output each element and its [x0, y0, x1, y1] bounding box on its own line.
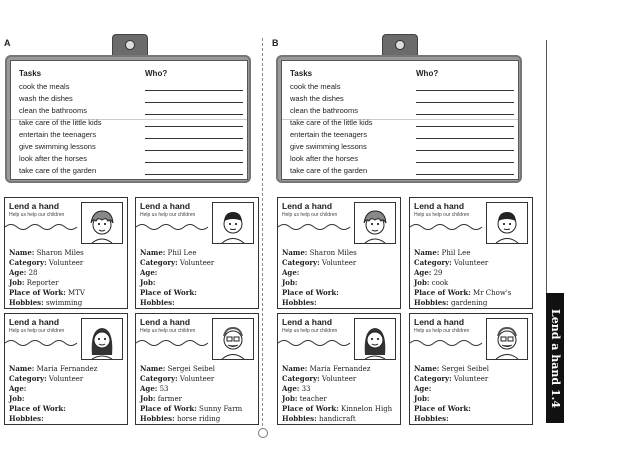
- field-label: Age:: [282, 268, 300, 277]
- portrait-icon: [212, 318, 254, 360]
- field-value: 33: [299, 385, 311, 393]
- field-label: Name:: [282, 364, 308, 373]
- field-job: [9, 278, 85, 288]
- field-name: [282, 364, 392, 374]
- wave-divider: [278, 338, 354, 348]
- card-fields: [140, 248, 214, 308]
- answer-line[interactable]: [145, 162, 243, 163]
- field-name: [9, 248, 85, 258]
- wave-divider: [5, 222, 81, 232]
- answer-line[interactable]: [416, 150, 514, 151]
- field-hobbies: [9, 414, 97, 424]
- task-item: clean the bathrooms: [19, 106, 87, 115]
- portrait-icon: [354, 318, 396, 360]
- field-place: [140, 288, 214, 298]
- field-value: Sharon Miles: [307, 249, 357, 257]
- task-item: clean the bathrooms: [290, 106, 358, 115]
- wave-divider: [136, 222, 212, 232]
- field-label: Age:: [9, 268, 27, 277]
- scissors-icon: [258, 428, 268, 438]
- field-label: Age:: [140, 268, 158, 277]
- field-value: gardening: [448, 299, 488, 307]
- field-value: MTV: [65, 289, 85, 297]
- field-value: Volunteer: [177, 375, 215, 383]
- task-item: give swimming lessons: [290, 142, 367, 151]
- field-value: cook: [429, 279, 449, 287]
- card-subtitle: Help us help our children: [414, 328, 470, 334]
- field-label: Job:: [9, 394, 25, 403]
- field-value: Reporter: [24, 279, 59, 287]
- card-subtitle: Help us help our children: [9, 328, 65, 334]
- field-label: Place of Work:: [414, 404, 471, 413]
- field-label: Hobbies:: [282, 414, 317, 423]
- field-label: Age:: [414, 268, 432, 277]
- answer-line[interactable]: [145, 150, 243, 151]
- field-label: Age:: [282, 384, 300, 393]
- field-value: 29: [431, 269, 443, 277]
- card-title: Lend a hand: [414, 201, 465, 211]
- field-label: Job:: [140, 394, 156, 403]
- answer-line[interactable]: [145, 174, 243, 175]
- task-item: take care of the little kids: [19, 118, 102, 127]
- profile-card: [277, 313, 401, 425]
- field-hobbies: [282, 298, 357, 308]
- field-job: [414, 394, 489, 404]
- field-value: Volunteer: [451, 375, 489, 383]
- field-value: Sunny Farm: [196, 405, 243, 413]
- field-label: Place of Work:: [140, 288, 197, 297]
- field-label: Name:: [282, 248, 308, 257]
- field-value: Volunteer: [46, 375, 84, 383]
- portrait-icon: [354, 202, 396, 244]
- field-job: [282, 394, 392, 404]
- task-sheet-a: [10, 60, 248, 180]
- field-label: Place of Work:: [9, 288, 66, 297]
- answer-line[interactable]: [416, 90, 514, 91]
- field-value: handicraft: [316, 415, 356, 423]
- field-value: Sharon Miles: [34, 249, 84, 257]
- field-value: 28: [26, 269, 38, 277]
- portrait-icon: [81, 202, 123, 244]
- field-place: [414, 288, 511, 298]
- card-subtitle: Help us help our children: [414, 212, 470, 218]
- field-job: [140, 394, 242, 404]
- task-item: entertain the teenagers: [19, 130, 97, 139]
- task-sheet-b: [281, 60, 519, 180]
- field-value: swimming: [43, 299, 83, 307]
- answer-line[interactable]: [145, 138, 243, 139]
- who-header: Who?: [416, 69, 439, 78]
- field-age: [140, 268, 214, 278]
- card-title: Lend a hand: [282, 317, 333, 327]
- answer-line[interactable]: [145, 102, 243, 103]
- profile-card: [4, 197, 128, 309]
- answer-line[interactable]: [416, 174, 514, 175]
- field-value: Phil Lee: [439, 249, 471, 257]
- field-label: Job:: [282, 394, 298, 403]
- field-label: Hobbies:: [414, 414, 449, 423]
- field-label: Job:: [140, 278, 156, 287]
- field-value: Volunteer: [451, 259, 489, 267]
- field-value: farmer: [155, 395, 182, 403]
- field-hobbies: [140, 414, 242, 424]
- field-place: [414, 404, 489, 414]
- section-label-b: B: [272, 38, 279, 48]
- field-label: Hobbies:: [140, 298, 175, 307]
- card-subtitle: Help us help our children: [9, 212, 65, 218]
- field-value: Sergei Seibel: [165, 365, 216, 373]
- answer-line[interactable]: [416, 102, 514, 103]
- portrait-icon: [81, 318, 123, 360]
- card-fields: [282, 364, 392, 424]
- field-age: [414, 268, 511, 278]
- field-age: [9, 384, 97, 394]
- field-value: Kinnelon High: [338, 405, 393, 413]
- card-fields: [9, 364, 97, 424]
- field-label: Place of Work:: [414, 288, 471, 297]
- field-label: Age:: [140, 384, 158, 393]
- field-place: [282, 404, 392, 414]
- field-age: [9, 268, 85, 278]
- field-label: Place of Work:: [9, 404, 66, 413]
- field-category: [9, 374, 97, 384]
- card-title: Lend a hand: [414, 317, 465, 327]
- field-category: [140, 374, 242, 384]
- field-label: Category:: [140, 258, 178, 267]
- who-header: Who?: [145, 69, 168, 78]
- field-hobbies: [140, 298, 214, 308]
- field-place: [9, 288, 85, 298]
- answer-line[interactable]: [145, 90, 243, 91]
- wave-divider: [5, 338, 81, 348]
- card-fields: [414, 364, 489, 424]
- card-subtitle: Help us help our children: [140, 328, 196, 334]
- field-label: Hobbies:: [9, 298, 44, 307]
- field-name: [282, 248, 357, 258]
- field-job: [140, 278, 214, 288]
- unit-tab-label: Lend a hand 1.4: [548, 308, 562, 408]
- field-label: Category:: [9, 374, 47, 383]
- task-item: wash the dishes: [19, 94, 73, 103]
- task-item: cook the meals: [290, 82, 341, 91]
- card-title: Lend a hand: [140, 317, 191, 327]
- portrait-icon: [486, 202, 528, 244]
- field-label: Name:: [9, 364, 35, 373]
- profile-card: [135, 197, 259, 309]
- card-subtitle: Help us help our children: [282, 212, 338, 218]
- field-name: [9, 364, 97, 374]
- field-label: Hobbies:: [414, 298, 449, 307]
- wave-divider: [410, 222, 486, 232]
- clipboard-a: [5, 55, 251, 183]
- field-value: Volunteer: [319, 259, 357, 267]
- card-subtitle: Help us help our children: [140, 212, 196, 218]
- field-hobbies: [282, 414, 392, 424]
- wave-divider: [278, 222, 354, 232]
- field-category: [282, 374, 392, 384]
- task-item: take care of the little kids: [290, 118, 373, 127]
- field-label: Name:: [140, 248, 166, 257]
- profile-card: [135, 313, 259, 425]
- field-place: [282, 288, 357, 298]
- field-label: Name:: [414, 364, 440, 373]
- answer-line[interactable]: [145, 126, 243, 127]
- field-label: Hobbies:: [282, 298, 317, 307]
- field-name: [140, 248, 214, 258]
- card-fields: [282, 248, 357, 308]
- field-label: Age:: [9, 384, 27, 393]
- card-subtitle: Help us help our children: [282, 328, 338, 334]
- card-title: Lend a hand: [9, 317, 60, 327]
- task-item: look after the horses: [290, 154, 358, 163]
- field-label: Category:: [282, 258, 320, 267]
- field-value: teacher: [297, 395, 327, 403]
- unit-tab: [546, 293, 564, 423]
- field-label: Job:: [282, 278, 298, 287]
- field-hobbies: [414, 298, 511, 308]
- field-label: Age:: [414, 384, 432, 393]
- task-item: entertain the teenagers: [290, 130, 368, 139]
- field-label: Hobbies:: [9, 414, 44, 423]
- profile-card: [4, 313, 128, 425]
- field-age: [282, 268, 357, 278]
- portrait-icon: [486, 318, 528, 360]
- task-item: cook the meals: [19, 82, 70, 91]
- field-label: Job:: [414, 278, 430, 287]
- field-name: [140, 364, 242, 374]
- field-category: [282, 258, 357, 268]
- field-hobbies: [9, 298, 85, 308]
- field-name: [414, 364, 489, 374]
- field-label: Name:: [140, 364, 166, 373]
- tasks-header: Tasks: [290, 69, 313, 78]
- field-label: Place of Work:: [282, 288, 339, 297]
- answer-line[interactable]: [416, 162, 514, 163]
- wave-divider: [136, 338, 212, 348]
- field-label: Category:: [282, 374, 320, 383]
- field-label: Name:: [9, 248, 35, 257]
- field-age: [140, 384, 242, 394]
- field-place: [9, 404, 97, 414]
- field-label: Category:: [140, 374, 178, 383]
- field-value: 53: [157, 385, 169, 393]
- portrait-icon: [212, 202, 254, 244]
- field-value: Sergei Seibel: [439, 365, 490, 373]
- answer-line[interactable]: [416, 126, 514, 127]
- field-label: Name:: [414, 248, 440, 257]
- field-age: [414, 384, 489, 394]
- field-job: [9, 394, 97, 404]
- profile-card: [409, 313, 533, 425]
- card-title: Lend a hand: [9, 201, 60, 211]
- card-fields: [9, 248, 85, 308]
- task-item: look after the horses: [19, 154, 87, 163]
- section-label-a: A: [4, 38, 11, 48]
- card-fields: [414, 248, 511, 308]
- field-value: Maria Fernandez: [34, 365, 98, 373]
- field-label: Category:: [414, 258, 452, 267]
- field-age: [282, 384, 392, 394]
- field-category: [140, 258, 214, 268]
- wave-divider: [410, 338, 486, 348]
- profile-card: [277, 197, 401, 309]
- field-value: Mr Chow's: [470, 289, 512, 297]
- field-label: Category:: [9, 258, 47, 267]
- field-value: Volunteer: [46, 259, 84, 267]
- field-label: Job:: [414, 394, 430, 403]
- clipboard-b: [276, 55, 522, 183]
- task-item: give swimming lessons: [19, 142, 96, 151]
- field-place: [140, 404, 242, 414]
- task-item: take care of the garden: [290, 166, 368, 175]
- field-job: [282, 278, 357, 288]
- field-label: Place of Work:: [140, 404, 197, 413]
- task-item: wash the dishes: [290, 94, 344, 103]
- card-fields: [140, 364, 242, 424]
- field-category: [9, 258, 85, 268]
- field-value: Phil Lee: [165, 249, 197, 257]
- answer-line[interactable]: [416, 138, 514, 139]
- field-value: horse riding: [174, 415, 221, 423]
- field-label: Category:: [414, 374, 452, 383]
- field-value: Volunteer: [177, 259, 215, 267]
- tasks-header: Tasks: [19, 69, 42, 78]
- card-title: Lend a hand: [282, 201, 333, 211]
- task-item: take care of the garden: [19, 166, 97, 175]
- card-title: Lend a hand: [140, 201, 191, 211]
- field-label: Hobbies:: [140, 414, 175, 423]
- field-value: Maria Fernandez: [307, 365, 371, 373]
- field-name: [414, 248, 511, 258]
- cut-divider: [262, 38, 263, 436]
- field-hobbies: [414, 414, 489, 424]
- field-label: Place of Work:: [282, 404, 339, 413]
- answer-line[interactable]: [145, 114, 243, 115]
- field-label: Job:: [9, 278, 25, 287]
- field-category: [414, 374, 489, 384]
- field-job: [414, 278, 511, 288]
- profile-card: [409, 197, 533, 309]
- answer-line[interactable]: [416, 114, 514, 115]
- field-value: Volunteer: [319, 375, 357, 383]
- field-category: [414, 258, 511, 268]
